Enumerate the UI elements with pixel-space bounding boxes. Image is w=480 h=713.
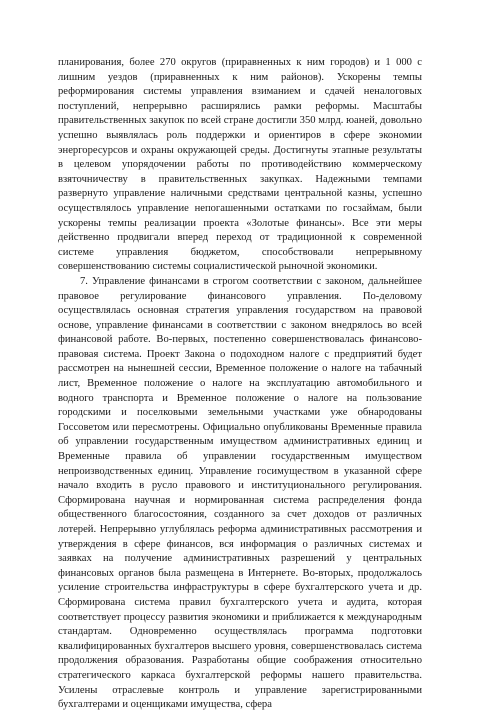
body-text [58, 56, 422, 713]
paragraph-item-7: 7. Управление финансами в строгом соответствии с законом, дальнейшее правовое регулирование финансового управления. По-деловому осуществлялась основная стратегия управления государством на правовой основе, управление финансами в соответствии с законом внедрялось во всей финансовой работе. Во-первых, постепенно совершенствовалась финансово-правовая система. Проект Закона о подоходном налоге с предприятий будет рассмотрен на нынешней сессии, Временное положение о налоге на табачный лист, Временное положение о налоге на эксплуатацию автомобильного и водного транспорта и Временное положение о налоге на пользование городскими и поселковыми земельными участками уже обнародованы Госсоветом или пересмотрены. Официально опубликованы Временные правила об управлении государственным имуществом административных единиц и Временные правила об управлении государственным имуществом непроизводственных единиц. Управление госимуществом в указанной сфере начало входить в русло правового и институционального регулирования. Сформирована научная и нормированная система распределения фонда общественного благосостояния, созданного за счет доходов от различных лотерей. Непрерывно углублялась реформа административных рассмотрения и утверждения в сфере финансов, вся информация о различных системах и заявках на получение административных разрешений у центральных финансовых органов была размещена в Интернете. Во-вторых, продолжалось усиление строительства инфраструктуры в сфере бухгалтерского учета и др. Сформирована система правил бухгалтерского учета и аудита, которая соответствует процессу развития экономики и приближается к международным стандартам. Одновременно осуществлялась программа подготовки квалифицированных бухгалтеров высшего уровня, совершенствовалась система продолжения образования. Разработаны общие соображения относительно стратегического каркаса бухгалтерской реформы нашего правительства. Усилены отраслевые контроль и управление зарегистрированными бухгалтерами и оценщиками имущества, сфера [58, 275, 422, 711]
paragraph-continuation: планирования, более 270 округов (приравненных к ним городов) и 1 000 с лишним уездов (приравненных к ним районов). Ускорены темпы реформирования системы управления взиманием и сдачей неналоговых поступлений, непрерывно расширялись рамки реформы. Масштабы правительственных закупок по всей стране достигли 350 млрд. юаней, довольно успешно выявлялась роль поддержки и ориентиров в сфере экономии энергоресурсов и охраны окружающей среды. Достигнуты этапные результаты в целевом упорядочении работы по противодействию коммерческому взяточничеству в правительственных закупках. Надежными темпами развернуто управление наличными средствами центральной казны, успешно осуществлялось управление непогашенными остатками по госзаймам, были ускорены темпы реализации проекта «Золотые финансы». Все эти меры действенно продвигали вперед переход от традиционной к современной системе управления бюджетом, способствовали непрерывному совершенствованию системы социалистической рыночной экономики. [58, 57, 422, 273]
